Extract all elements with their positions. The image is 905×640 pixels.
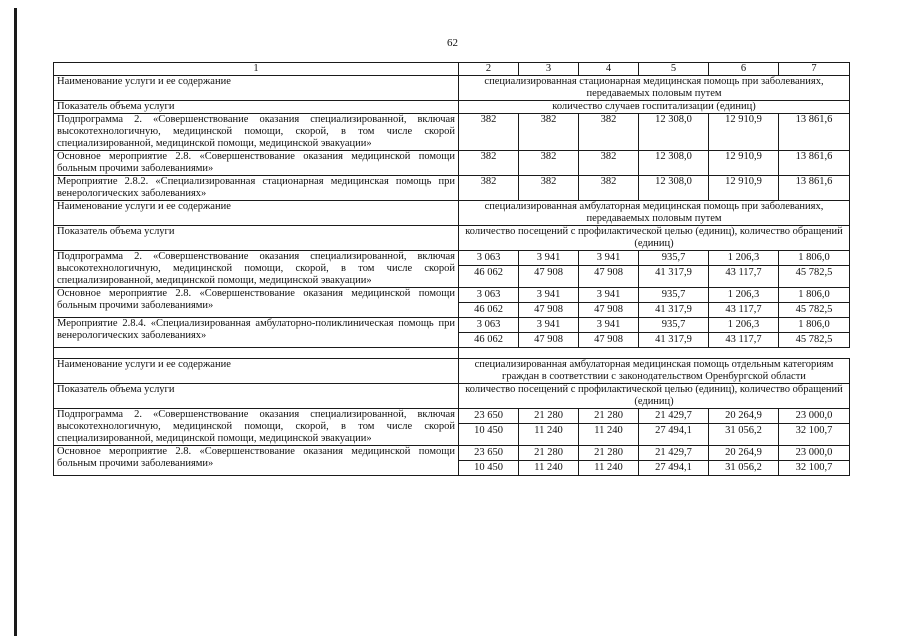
appeals-value: 41 317,9: [655, 334, 692, 345]
table-row: [54, 114, 850, 151]
appeals-value: 47 908: [534, 267, 563, 278]
visits-value: 21 280: [579, 446, 638, 461]
row-service-text: количество посещений с профилактической целью (единиц), количество обращений (единиц): [459, 226, 850, 251]
value-pair-cell: [459, 446, 519, 476]
appeals-value: 41 317,9: [655, 267, 692, 278]
row-service-text: специализированная амбулаторная медицинская помощь отдельным категориям граждан в соответствии с законодательством Оренбургской области: [459, 359, 850, 384]
table-row: [54, 409, 850, 446]
value-cell: 382: [459, 176, 519, 201]
appeals-value: 43 117,7: [725, 304, 762, 315]
value-pair-cell: [639, 288, 709, 318]
column-number: 5: [639, 63, 709, 76]
appeals-value: 27 494,1: [655, 462, 692, 473]
table-row: [54, 201, 850, 226]
appeals-value: 47 908: [594, 304, 623, 315]
visits-value: 1 806,0: [779, 288, 849, 303]
value-cell: 382: [579, 176, 639, 201]
column-number: 1: [54, 63, 459, 76]
table-row: [54, 288, 850, 318]
row-description: Показатель объема услуги: [54, 101, 459, 114]
visits-value: 3 063: [459, 288, 518, 303]
table-row: [54, 101, 850, 114]
row-service-text: специализированная амбулаторная медицинская помощь при заболеваниях, передаваемых половым путем: [459, 201, 850, 226]
value-cell: 12 910,9: [709, 176, 779, 201]
visits-value: 935,7: [639, 288, 708, 303]
appeals-value: 43 117,7: [725, 334, 762, 345]
visits-value: 21 280: [519, 446, 578, 461]
value-pair-cell: [579, 318, 639, 348]
value-cell: 382: [579, 114, 639, 151]
value-pair-cell: [459, 409, 519, 446]
visits-value: 21 429,7: [639, 409, 708, 424]
value-pair-cell: [639, 318, 709, 348]
table-row: [54, 176, 850, 201]
column-number: 4: [579, 63, 639, 76]
table-row: [54, 251, 850, 288]
row-description: Основное мероприятие 2.8. «Совершенствование оказания медицинской помощи больным прочими заболеваниями»: [54, 151, 459, 176]
appeals-value: 45 782,5: [795, 304, 833, 315]
visits-value: 1 206,3: [709, 288, 778, 303]
visits-value: 21 280: [579, 409, 638, 424]
appeals-value: 46 062: [474, 334, 503, 345]
column-number: 6: [709, 63, 779, 76]
visits-value: 3 941: [519, 288, 578, 303]
value-pair-cell: [639, 409, 709, 446]
value-pair-cell: [779, 251, 850, 288]
appeals-value: 11 240: [534, 462, 563, 473]
value-cell: 13 861,6: [779, 176, 850, 201]
appeals-value: 46 062: [474, 267, 503, 278]
table-row: [54, 76, 850, 101]
value-pair-cell: [639, 251, 709, 288]
table-row: [54, 318, 850, 348]
value-pair-cell: [709, 446, 779, 476]
appeals-value: 27 494,1: [655, 425, 692, 436]
value-pair-cell: [639, 446, 709, 476]
appeals-value: 32 100,7: [795, 425, 833, 436]
page-number: 62: [447, 37, 458, 49]
spacer-row: [54, 348, 850, 359]
value-cell: 382: [519, 176, 579, 201]
row-description: Подпрограмма 2. «Совершенствование оказания специализированной, включая высокотехнологичную, медицинской помощи, скорой, в том числе скорой специализированной, медицинской помощи, медицинской эвакуации»: [54, 409, 459, 446]
appeals-value: 31 056,2: [725, 425, 762, 436]
appeals-value: 10 450: [474, 425, 503, 436]
value-cell: 382: [519, 151, 579, 176]
value-pair-cell: [459, 318, 519, 348]
value-pair-cell: [709, 318, 779, 348]
table-row: [54, 226, 850, 251]
visits-value: 21 429,7: [639, 446, 708, 461]
row-description: Мероприятие 2.8.2. «Специализированная стационарная медицинская помощь при венерологических заболеваниях»: [54, 176, 459, 201]
appeals-value: 11 240: [534, 425, 563, 436]
visits-value: 3 941: [579, 318, 638, 333]
row-service-text: специализированная стационарная медицинская помощь при заболеваниях, передаваемых половым путем: [459, 76, 850, 101]
visits-value: 21 280: [519, 409, 578, 424]
visits-value: 23 650: [459, 446, 518, 461]
visits-value: 1 806,0: [779, 251, 849, 266]
column-number: 2: [459, 63, 519, 76]
visits-value: 3 063: [459, 251, 518, 266]
table-row: [54, 151, 850, 176]
appeals-value: 46 062: [474, 304, 503, 315]
table-row: [54, 446, 850, 476]
value-cell: 13 861,6: [779, 114, 850, 151]
row-description: Подпрограмма 2. «Совершенствование оказания специализированной, включая высокотехнологичную, медицинской помощи, скорой, в том числе скорой специализированной, медицинской помощи, медицинской эвакуации»: [54, 114, 459, 151]
value-pair-cell: [519, 318, 579, 348]
value-cell: 12 308,0: [639, 176, 709, 201]
row-description: Показатель объема услуги: [54, 226, 459, 251]
column-number: 3: [519, 63, 579, 76]
visits-value: 3 941: [579, 251, 638, 266]
row-service-text: количество случаев госпитализации (единиц): [459, 101, 850, 114]
value-pair-cell: [579, 409, 639, 446]
value-pair-cell: [779, 446, 850, 476]
column-number: 7: [779, 63, 850, 76]
visits-value: 20 264,9: [709, 446, 778, 461]
row-description: Наименование услуги и ее содержание: [54, 201, 459, 226]
value-cell: 12 910,9: [709, 151, 779, 176]
table-row: [54, 384, 850, 409]
value-pair-cell: [579, 446, 639, 476]
visits-value: 1 206,3: [709, 251, 778, 266]
row-description: Основное мероприятие 2.8. «Совершенствование оказания медицинской помощи больным прочими заболеваниями»: [54, 288, 459, 318]
value-pair-cell: [459, 251, 519, 288]
visits-value: 935,7: [639, 318, 708, 333]
spacer-cell: [459, 348, 850, 359]
value-pair-cell: [519, 251, 579, 288]
value-pair-cell: [519, 446, 579, 476]
appeals-value: 47 908: [534, 304, 563, 315]
column-number-row: [54, 63, 850, 76]
value-cell: 382: [459, 114, 519, 151]
value-pair-cell: [709, 251, 779, 288]
appeals-value: 41 317,9: [655, 304, 692, 315]
appeals-value: 47 908: [534, 334, 563, 345]
row-description: Наименование услуги и ее содержание: [54, 359, 459, 384]
value-pair-cell: [459, 288, 519, 318]
value-cell: 382: [519, 114, 579, 151]
row-description: Подпрограмма 2. «Совершенствование оказания специализированной, включая высокотехнологичную, медицинской помощи, скорой, в том числе скорой специализированной, медицинской помощи, медицинской эвакуации»: [54, 251, 459, 288]
visits-value: 23 650: [459, 409, 518, 424]
visits-value: 23 000,0: [779, 409, 849, 424]
visits-value: 1 206,3: [709, 318, 778, 333]
visits-value: 20 264,9: [709, 409, 778, 424]
value-cell: 12 910,9: [709, 114, 779, 151]
visits-value: 3 941: [579, 288, 638, 303]
value-pair-cell: [709, 409, 779, 446]
appeals-value: 47 908: [594, 267, 623, 278]
row-service-text: количество посещений с профилактической целью (единиц), количество обращений (единиц): [459, 384, 850, 409]
value-pair-cell: [709, 288, 779, 318]
value-pair-cell: [579, 288, 639, 318]
visits-value: 23 000,0: [779, 446, 849, 461]
services-table: [53, 62, 850, 476]
scan-edge-line: [14, 8, 17, 636]
appeals-value: 31 056,2: [725, 462, 762, 473]
appeals-value: 10 450: [474, 462, 503, 473]
appeals-value: 11 240: [594, 462, 623, 473]
value-cell: 12 308,0: [639, 114, 709, 151]
appeals-value: 32 100,7: [795, 462, 833, 473]
row-description: Наименование услуги и ее содержание: [54, 76, 459, 101]
appeals-value: 47 908: [594, 334, 623, 345]
value-cell: 12 308,0: [639, 151, 709, 176]
appeals-value: 43 117,7: [725, 267, 762, 278]
visits-value: 3 063: [459, 318, 518, 333]
visits-value: 935,7: [639, 251, 708, 266]
appeals-value: 11 240: [594, 425, 623, 436]
value-pair-cell: [779, 288, 850, 318]
value-pair-cell: [519, 288, 579, 318]
appeals-value: 45 782,5: [795, 334, 833, 345]
visits-value: 3 941: [519, 251, 578, 266]
row-description: Мероприятие 2.8.4. «Специализированная амбулаторно-поликлиническая помощь при венерологических заболеваниях»: [54, 318, 459, 348]
row-description: Основное мероприятие 2.8. «Совершенствование оказания медицинской помощи больным прочими заболеваниями»: [54, 446, 459, 476]
appeals-value: 45 782,5: [795, 267, 833, 278]
row-description: Показатель объема услуги: [54, 384, 459, 409]
value-pair-cell: [519, 409, 579, 446]
value-cell: 382: [459, 151, 519, 176]
visits-value: 3 941: [519, 318, 578, 333]
value-cell: 382: [579, 151, 639, 176]
value-pair-cell: [579, 251, 639, 288]
value-pair-cell: [779, 409, 850, 446]
value-cell: 13 861,6: [779, 151, 850, 176]
spacer-cell: [54, 348, 459, 359]
visits-value: 1 806,0: [779, 318, 849, 333]
table-row: [54, 359, 850, 384]
value-pair-cell: [779, 318, 850, 348]
